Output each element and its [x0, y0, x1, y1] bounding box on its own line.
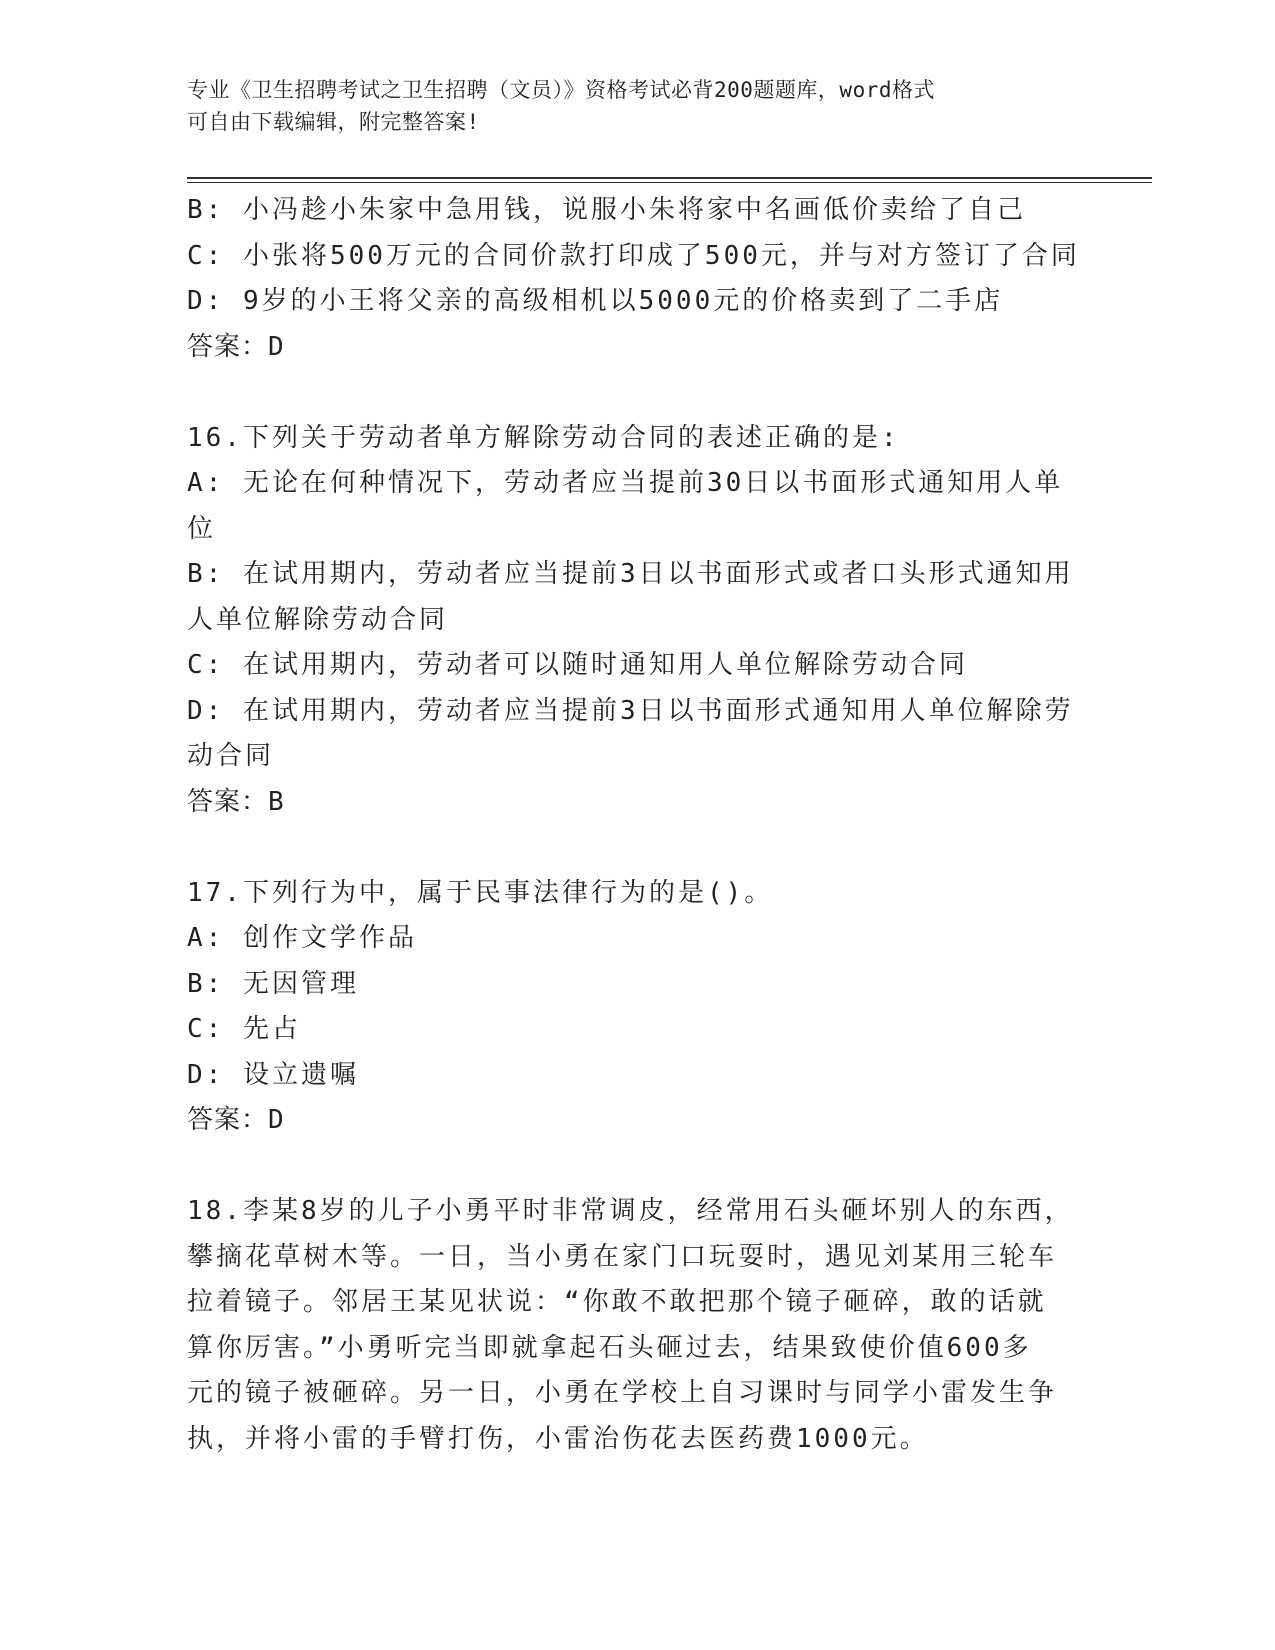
option-b: B: 无因管理 — [187, 968, 359, 999]
option-b: B: 在试用期内，劳动者应当提前3日以书面形式或者口头形式通知用 — [187, 559, 1074, 589]
question-text-line: 执，并将小雷的手臂打伤，小雷治伤花去医药费1000元。 — [187, 1423, 929, 1454]
option-a-cont: 位 — [187, 513, 217, 544]
header-line-2: 可自由下载编辑，附完整答案! — [187, 110, 480, 134]
answer: 答案：B — [187, 786, 285, 817]
spacer — [187, 370, 1087, 416]
option-a: A: 创作文学作品 — [187, 923, 417, 953]
question-text-line: 18.李某8岁的儿子小勇平时非常调皮，经常用石头砸坏别人的东西， — [187, 1196, 1074, 1226]
option-c: C: 小张将500万元的合同价款打印成了500元，并与对方签订了合同 — [187, 240, 1080, 271]
option-a: A: 无论在何种情况下，劳动者应当提前30日以书面形式通知用人单 — [187, 468, 1064, 498]
header-line-1: 专业《卫生招聘考试之卫生招聘（文员）》资格考试必背200题题库，word格式 — [187, 78, 935, 102]
spacer — [187, 825, 1087, 871]
question-18 — [187, 1189, 1087, 1462]
answer: 答案：D — [187, 331, 285, 362]
spacer — [187, 1144, 1087, 1190]
question-text-line: 算你厉害。”小勇听完当即就拿起石头砸过去，结果致使价值600多 — [187, 1332, 1032, 1363]
question-text-line: 拉着镜子。邻居王某见状说：“你敢不敢把那个镜子砸碎，敢的话就 — [187, 1287, 1047, 1317]
option-d: D: 在试用期内，劳动者应当提前3日以书面形式通知用人单位解除劳 — [187, 695, 1074, 726]
question-17 — [187, 871, 1087, 1144]
question-16 — [187, 416, 1087, 826]
answer: 答案：D — [187, 1105, 285, 1135]
header-divider-thick — [187, 177, 1152, 179]
option-b-cont: 人单位解除劳动合同 — [187, 604, 449, 635]
question-text-line: 攀摘花草树木等。一日，当小勇在家门口玩耍时，遇见刘某用三轮车 — [187, 1241, 1058, 1272]
option-d: D: 设立遗嘱 — [187, 1059, 359, 1090]
option-d: D: 9岁的小王将父亲的高级相机以5000元的价格卖到了二手店 — [187, 286, 1004, 316]
question-stem: 17.下列行为中，属于民事法律行为的是()。 — [187, 877, 774, 908]
option-c: C: 在试用期内，劳动者可以随时通知用人单位解除劳动合同 — [187, 650, 968, 680]
question-15 — [187, 188, 1087, 370]
document-body — [187, 188, 1087, 1462]
header-divider-thin — [187, 182, 1152, 183]
option-c: C: 先占 — [187, 1014, 301, 1044]
question-text-line: 元的镜子被砸碎。另一日，小勇在学校上自习课时与同学小雷发生争 — [187, 1378, 1058, 1408]
question-stem: 16.下列关于劳动者单方解除劳动合同的表述正确的是: — [187, 422, 900, 453]
option-b: B: 小冯趁小朱家中急用钱，说服小朱将家中名画低价卖给了自己 — [187, 195, 1026, 225]
document-header — [187, 74, 1087, 138]
option-d-cont: 动合同 — [187, 741, 275, 771]
